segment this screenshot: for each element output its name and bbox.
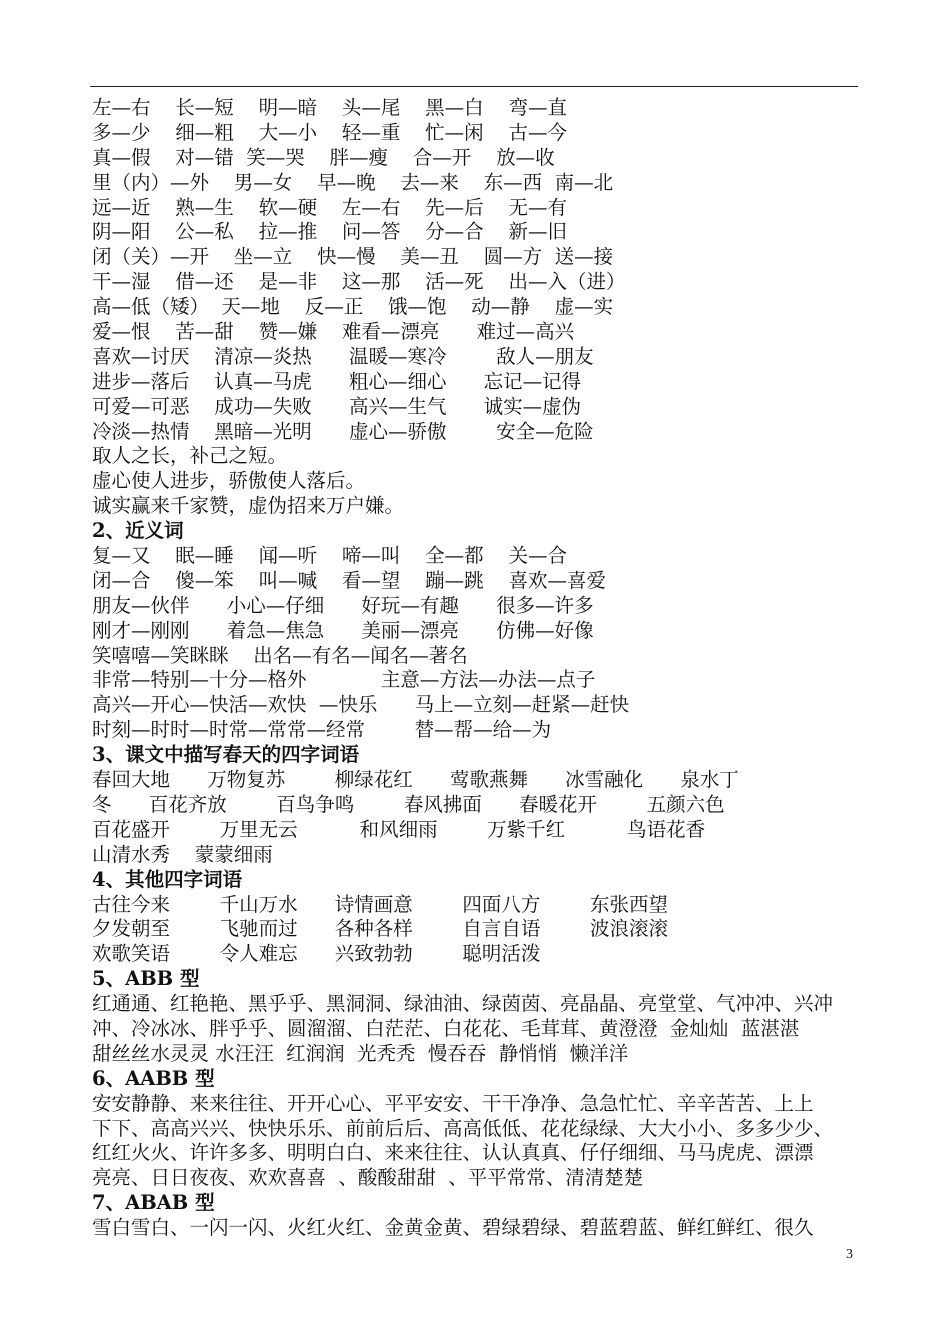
text-line: 朋友—伙伴 小心—仔细 好玩—有趣 很多—许多 (92, 593, 594, 617)
text-line: 古往今来 千山万水 诗情画意 四面八方 东张西望 (92, 892, 668, 916)
text-line: 山清水秀 蒙蒙细雨 (92, 842, 273, 866)
section-heading: 5、ABB 型 (92, 967, 200, 991)
text-line: 雪白雪白、一闪一闪、火红火红、金黄金黄、碧绿碧绿、碧蓝碧蓝、鲜红鲜红、很久 (92, 1216, 814, 1240)
text-line: 时刻—时时—时常—常常—经常 替—帮—给—为 (92, 718, 552, 742)
text-line: 下下、高高兴兴、快快乐乐、前前后后、高高低低、花花绿绿、大大小小、多多少少、 (92, 1116, 834, 1140)
text-line: 阴—阳 公—私 拉—推 问—答 分—合 新—旧 (92, 220, 567, 244)
text-line: 百花盛开 万里无云 和风细雨 万紫千红 鸟语花香 (92, 817, 706, 841)
text-line: 冬 百花齐放 百鸟争鸣 春风拂面 春暖花开 五颜六色 (92, 792, 725, 816)
text-line: 可爱—可恶 成功—失败 高兴—生气 诚实—虚伪 (92, 394, 582, 418)
section-heading: 6、AABB 型 (92, 1066, 215, 1090)
text-line: 诚实赢来千家赞，虚伪招来万户嫌。 (92, 494, 405, 518)
text-line: 冷淡—热情 黑暗—光明 虚心—骄傲 安全—危险 (92, 419, 594, 443)
text-line: 远—近 熟—生 软—硬 左—右 先—后 无—有 (92, 195, 567, 219)
text-line: 里（内）—外 男—女 早—晚 去—来 东—西 南—北 (92, 170, 614, 194)
section-heading: 4、其他四字词语 (92, 867, 243, 891)
text-line: 春回大地 万物复苏 柳绿花红 莺歌燕舞 冰雪融化 泉水丁 (92, 768, 739, 792)
text-line: 复—又 眠—睡 闻—听 啼—叫 全—都 关—合 (92, 544, 567, 568)
text-line: 红红火火、许许多多、明明白白、来来往往、认认真真、仔仔细细、马马虎虎、漂漂 (92, 1141, 814, 1165)
page-number: 3 (846, 1247, 853, 1262)
header-rule (90, 86, 858, 87)
text-line: 高兴—开心—快活—欢快 —快乐 马上—立刻—赶紧—赶快 (92, 693, 630, 717)
text-line: 安安静静、来来往往、开开心心、平平安安、干干净净、急急忙忙、辛辛苦苦、上上 (92, 1091, 814, 1115)
text-line: 干—湿 借—还 是—非 这—那 活—死 出—入（进） (92, 270, 626, 294)
text-line: 冲、冷冰冰、胖乎乎、圆溜溜、白茫茫、白花花、毛茸茸、黄澄澄 金灿灿 蓝湛湛 (92, 1016, 800, 1040)
text-line: 取人之长，补己之短。 (92, 444, 288, 468)
text-line: 笑嘻嘻—笑眯眯 出名—有名—闻名—著名 (92, 643, 468, 667)
text-line: 闭—合 傻—笨 叫—喊 看—望 蹦—跳 喜欢—喜爱 (92, 568, 606, 592)
text-line: 爱—恨 苦—甜 赞—嫌 难看—漂亮 难过—高兴 (92, 320, 575, 344)
text-line: 真—假 对—错 笑—哭 胖—瘦 合—开 放—收 (92, 145, 555, 169)
text-line: 甜丝丝水灵灵 水汪汪 红润润 光秃秃 慢吞吞 静悄悄 懒洋洋 (92, 1041, 629, 1065)
text-line: 红通通、红艳艳、黑乎乎、黑洞洞、绿油油、绿茵茵、亮晶晶、亮堂堂、气冲冲、兴冲 (92, 992, 834, 1016)
text-line: 左—右 长—短 明—暗 头—尾 黑—白 弯—直 (92, 96, 567, 119)
text-line: 非常—特别—十分—格外 主意—方法—办法—点子 (92, 668, 596, 692)
text-line: 夕发朝至 飞驰而过 各种各样 自言自语 波浪滚滚 (92, 917, 668, 941)
text-line: 亮亮、日日夜夜、欢欢喜喜 、酸酸甜甜 、平平常常、清清楚楚 (92, 1166, 644, 1190)
text-line: 刚才—刚刚 着急—焦急 美丽—漂亮 仿佛—好像 (92, 618, 594, 642)
text-line: 闭（关）—开 坐—立 快—慢 美—丑 圆—方 送—接 (92, 245, 614, 269)
section-heading: 2、近义词 (92, 519, 184, 543)
document-body (92, 96, 870, 1241)
text-line: 高—低（矮） 天—地 反—正 饿—饱 动—静 虚—实 (92, 295, 614, 319)
text-line: 虚心使人进步，骄傲使人落后。 (92, 469, 366, 493)
section-heading: 3、课文中描写春天的四字词语 (92, 743, 360, 767)
text-line: 进步—落后 认真—马虎 粗心—细心 忘记—记得 (92, 369, 582, 393)
text-line: 多—少 细—粗 大—小 轻—重 忙—闲 古—今 (92, 120, 567, 144)
text-line: 欢歌笑语 令人难忘 兴致勃勃 聪明活泼 (92, 942, 541, 966)
section-heading: 7、ABAB 型 (92, 1191, 215, 1215)
text-line: 喜欢—讨厌 清凉—炎热 温暖—寒冷 敌人—朋友 (92, 344, 594, 368)
